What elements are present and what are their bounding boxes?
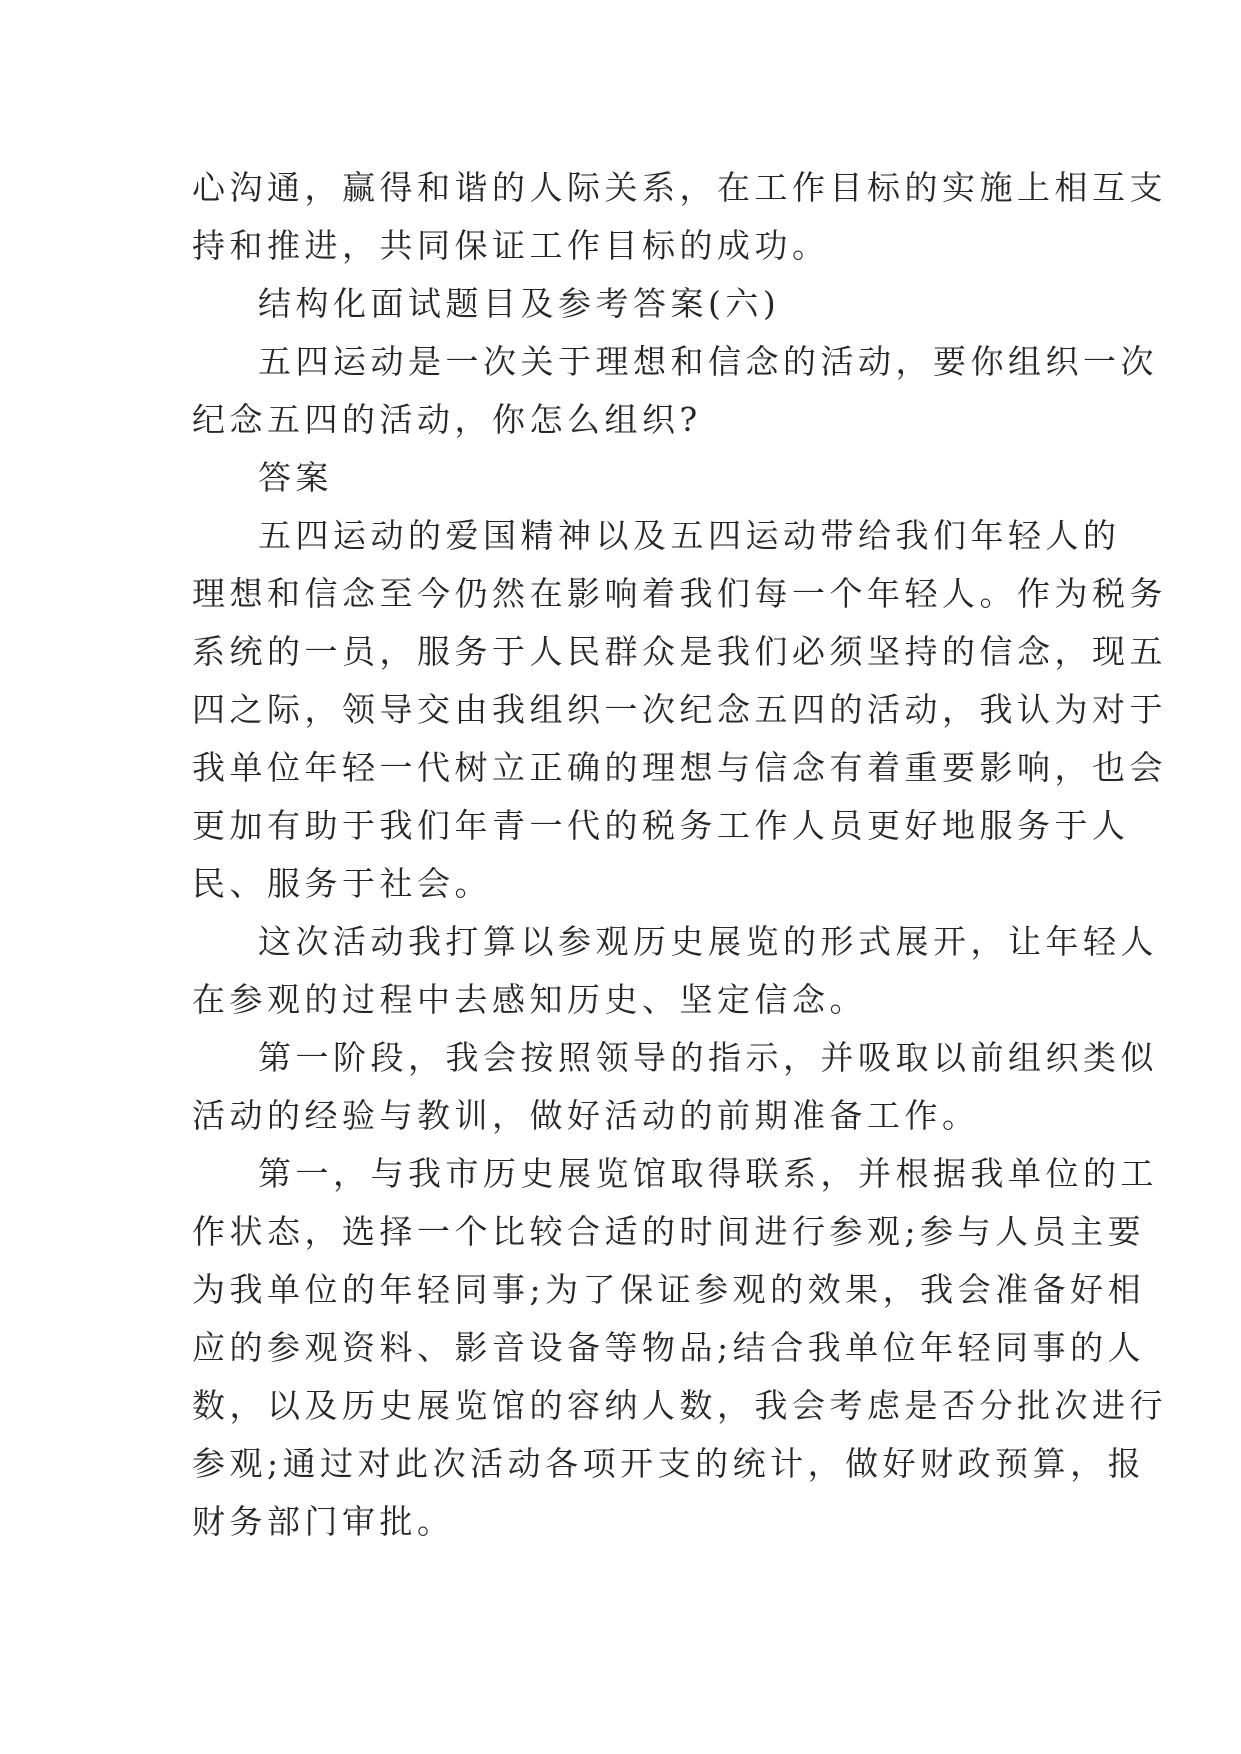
text-line: 答案 [258,458,333,497]
answer-label [192,449,1054,507]
text-line: 第一，与我市历史展览馆取得联系，并根据我单位的工 [258,1154,1158,1193]
question-paragraph [192,333,1158,449]
answer-paragraph-intro [192,507,1167,913]
text-line: 财务部门审批。 [192,1502,455,1541]
document-body [192,159,1167,1551]
text-line: 结构化面试题目及参考答案(六) [258,284,781,323]
paragraph-continuation [192,159,1167,275]
text-line: 我单位年轻一代树立正确的理想与信念有着重要影响，也会 [192,748,1167,787]
text-line: 第一阶段，我会按照领导的指示，并吸取以前组织类似 [258,1038,1158,1077]
text-line: 纪念五四的活动，你怎么组织? [192,400,702,439]
text-line: 应的参观资料、影音设备等物品;结合我单位年轻同事的人 [192,1328,1146,1367]
answer-paragraph-plan [192,913,1158,1029]
text-line: 数，以及历史展览馆的容纳人数，我会考虑是否分批次进行 [192,1386,1167,1425]
answer-paragraph-stage-one [192,1029,1158,1145]
text-line: 民、服务于社会。 [192,864,492,903]
text-line: 理想和信念至今仍然在影响着我们每一个年轻人。作为税务 [192,574,1167,613]
text-line: 五四运动的爱国精神以及五四运动带给我们年轻人的 [258,516,1121,555]
answer-paragraph-step-one [192,1145,1167,1551]
text-line: 活动的经验与教训，做好活动的前期准备工作。 [192,1096,980,1135]
text-line: 作状态，选择一个比较合适的时间进行参观;参与人员主要 [192,1212,1146,1251]
text-line: 在参观的过程中去感知历史、坚定信念。 [192,980,867,1019]
text-line: 持和推进，共同保证工作目标的成功。 [192,226,830,265]
text-line: 系统的一员，服务于人民群众是我们必须坚持的信念，现五 [192,632,1167,671]
text-line: 更加有助于我们年青一代的税务工作人员更好地服务于人 [192,806,1130,845]
text-line: 心沟通，赢得和谐的人际关系，在工作目标的实施上相互支 [192,168,1167,207]
text-line: 为我单位的年轻同事;为了保证参观的效果，我会准备好相 [192,1270,1146,1309]
text-line: 参观;通过对此次活动各项开支的统计，做好财政预算，报 [192,1444,1146,1483]
text-line: 五四运动是一次关于理想和信念的活动，要你组织一次 [258,342,1158,381]
section-heading [192,275,1054,333]
text-line: 这次活动我打算以参观历史展览的形式展开，让年轻人 [258,922,1158,961]
text-line: 四之际，领导交由我组织一次纪念五四的活动，我认为对于 [192,690,1167,729]
